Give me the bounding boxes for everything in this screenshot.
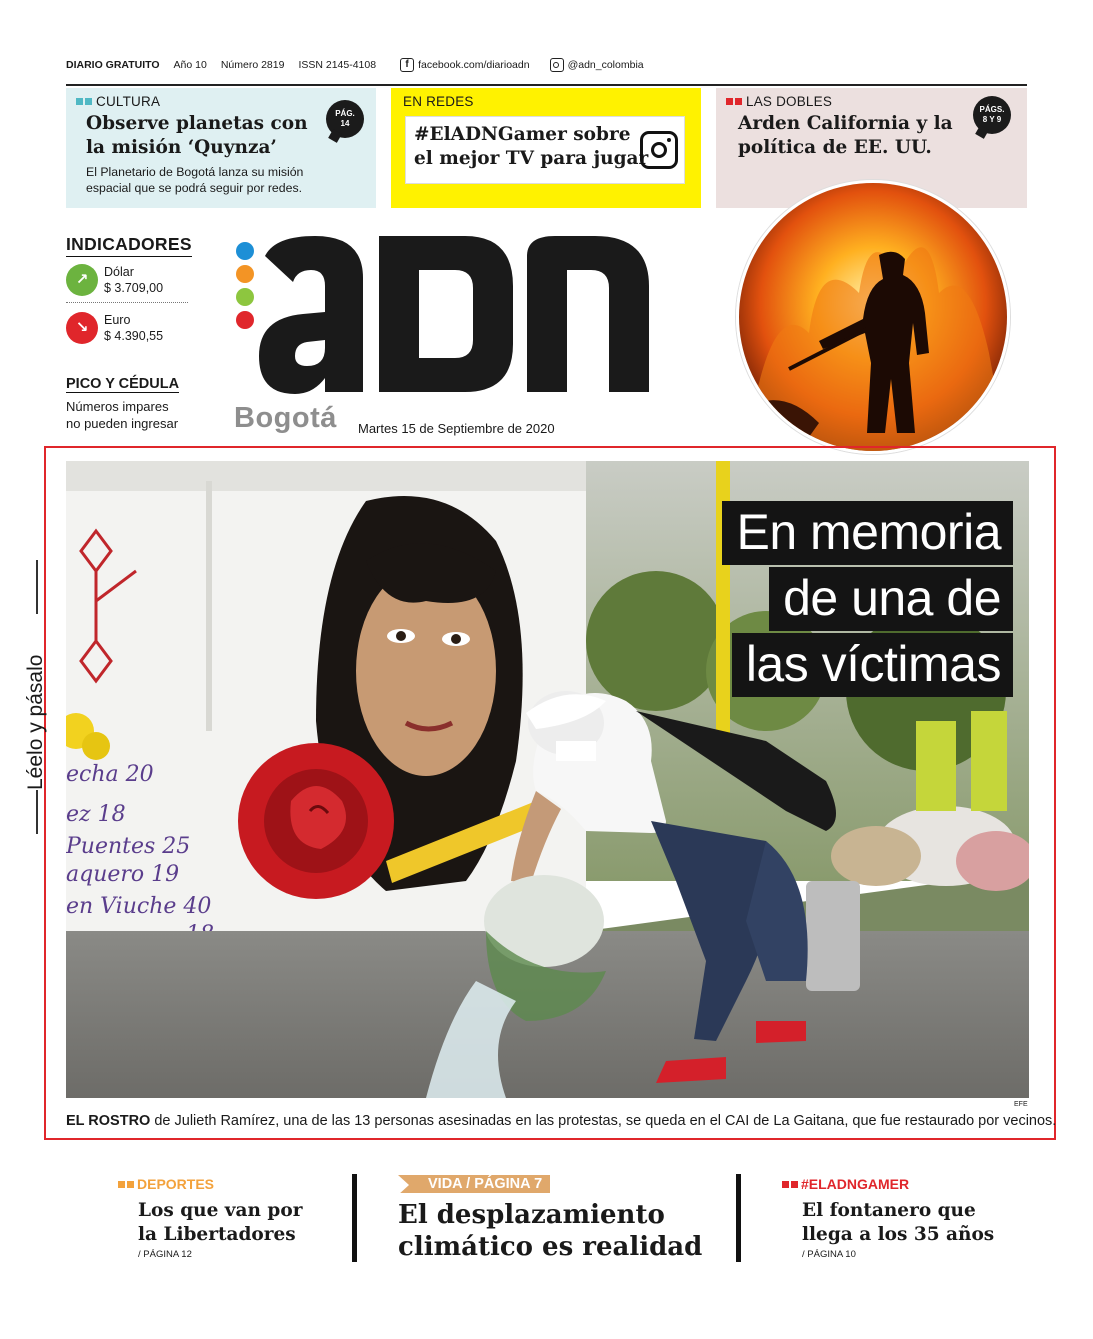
section-label-las-dobles: LAS DOBLES <box>726 94 1017 109</box>
wall-name: en Viuche 40 <box>66 894 212 919</box>
adn-logo <box>255 226 655 398</box>
dolar-value: $ 3.709,00 <box>104 281 164 295</box>
section-label-en-redes: EN REDES <box>403 94 474 109</box>
sidebar-rule-top <box>36 560 38 614</box>
wall-name: echa 20 <box>66 762 154 787</box>
dollar-trend-icon: ↗ <box>66 264 98 296</box>
caption-text: de Julieth Ramírez, una de las 13 personas asesinadas en las protestas, se queda en el CAI de La Gaitana, que fue restaurado por vecinos. <box>150 1113 1057 1129</box>
headline-line-1: En memoria <box>722 501 1013 565</box>
gamer-callout <box>405 116 685 184</box>
page-reference: / PÁGINA 10 <box>802 1249 856 1260</box>
logo-dot-green <box>236 288 254 306</box>
pico-cedula-title: PICO Y CÉDULA <box>66 376 180 392</box>
headline-line-3: las víctimas <box>732 633 1013 697</box>
feature-caption <box>66 1113 1056 1129</box>
section-label-vida: VIDA / PÁGINA 7 <box>398 1175 550 1193</box>
dolar-label: Dólar <box>104 265 134 279</box>
issue-number: Número 2819 <box>220 59 285 71</box>
indicators-title: INDICADORES <box>66 234 192 257</box>
euro-label: Euro <box>104 313 131 327</box>
logo-dot-orange <box>236 265 254 283</box>
free-paper-label: DIARIO GRATUITO <box>66 59 160 71</box>
issue-date: Martes 15 de Septiembre de 2020 <box>358 421 555 436</box>
teaser-headline: #ElADNGamer sobre el mejor TV para jugar <box>414 124 649 169</box>
instagram-icon <box>640 131 678 169</box>
teaser-headline: El desplazamiento climático es realidad <box>398 1200 703 1262</box>
bottom-teaser-gamer[interactable] <box>782 1176 994 1260</box>
section-label-eladngamer: #ELADNGAMER <box>782 1176 994 1192</box>
logo-dot-red <box>236 311 254 329</box>
pico-cedula-text: Números impares no pueden ingresar <box>66 399 179 431</box>
teaser-headline: Observe planetas con la misión ‘Quynza’ <box>86 113 308 158</box>
column-divider <box>352 1174 357 1262</box>
euro-trend-icon: ↘ <box>66 312 98 344</box>
masthead-meta-bar <box>66 58 644 72</box>
bottom-teaser-vida[interactable] <box>398 1175 702 1263</box>
wall-name: aquero 19 <box>66 862 180 887</box>
facebook-link[interactable] <box>400 58 530 72</box>
wildfire-photo[interactable] <box>736 180 1010 454</box>
indicator-dolar <box>66 264 163 296</box>
page-badge: PÁG. 14 <box>326 100 364 138</box>
feature-headline <box>722 501 1013 699</box>
instagram-link[interactable] <box>550 58 644 72</box>
wall-name: Puentes 25 <box>66 834 191 859</box>
section-label-cultura: CULTURA <box>76 94 366 109</box>
facebook-icon: f <box>400 58 414 72</box>
section-label-deportes: DEPORTES <box>118 1176 302 1192</box>
year-label: Año 10 <box>173 59 207 71</box>
teaser-headline: Arden California y la política de EE. UU. <box>738 113 953 158</box>
sidebar-rule-bottom <box>36 790 38 834</box>
top-divider <box>66 84 1027 86</box>
indicator-euro <box>66 312 163 344</box>
page-badge: PÁGS. 8 Y 9 <box>973 96 1011 134</box>
feature-photo[interactable] <box>66 461 1029 1098</box>
teaser-summary: El Planetario de Bogotá lanza su misión espacial que se podrá seguir por redes. <box>86 165 304 195</box>
teaser-headline: El fontanero que llega a los 35 años <box>802 1200 995 1245</box>
teaser-headline: Los que van por la Libertadores <box>138 1200 303 1245</box>
euro-value: $ 4.390,55 <box>104 329 164 343</box>
teaser-en-redes[interactable] <box>391 88 701 208</box>
page-reference: / PÁGINA 12 <box>138 1249 192 1260</box>
issn-label: ISSN 2145-4108 <box>298 59 377 71</box>
headline-line-2: de una de <box>769 567 1013 631</box>
wildfire-illustration <box>739 183 1007 451</box>
photo-credit: EFE <box>1014 1101 1028 1108</box>
bottom-teaser-deportes[interactable] <box>118 1176 302 1260</box>
facebook-handle: facebook.com/diarioadn <box>418 59 530 71</box>
column-divider <box>736 1174 741 1262</box>
teaser-cultura[interactable] <box>66 88 376 208</box>
instagram-icon <box>550 58 564 72</box>
sidebar-vertical-text: Léelo y pásalo <box>24 654 47 790</box>
wall-name: ez 18 <box>66 802 126 827</box>
indicator-divider <box>66 302 188 303</box>
caption-lead: EL ROSTRO <box>66 1113 151 1129</box>
instagram-handle: @adn_colombia <box>567 59 644 71</box>
logo-dot-blue <box>236 242 254 260</box>
city-label: Bogotá <box>234 402 337 434</box>
